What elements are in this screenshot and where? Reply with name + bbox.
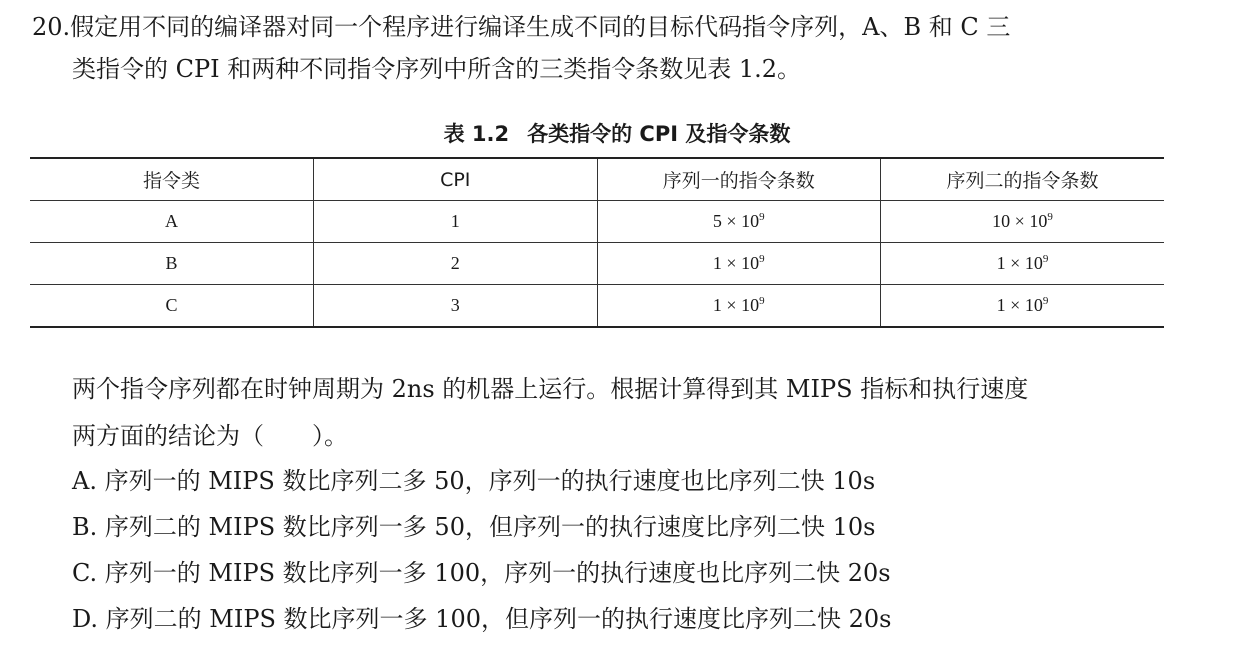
table-row xyxy=(30,285,1164,328)
option-b[interactable]: B. 序列二的 MIPS 数比序列一多 50，但序列一的执行速度比序列二快 10s xyxy=(72,513,876,541)
answer-options xyxy=(72,458,1172,642)
cell-seq2-mantissa: 1 × 10 xyxy=(996,253,1043,273)
stem-line-1: 两个指令序列都在时钟周期为 2ns 的机器上运行。根据计算得到其 MIPS 指标和执行速度 xyxy=(72,375,1029,403)
cell-cpi: 1 xyxy=(314,201,598,243)
cell-seq2-count xyxy=(881,285,1165,328)
question-text xyxy=(32,6,1182,90)
instruction-table xyxy=(30,157,1164,328)
question-line-1 xyxy=(32,6,1182,48)
option-c[interactable]: C. 序列一的 MIPS 数比序列一多 100，序列一的执行速度也比序列二快 20s xyxy=(72,559,891,587)
question-stem xyxy=(72,366,1172,460)
question-line-2: 类指令的 CPI 和两种不同指令序列中所含的三类指令条数见表 1.2。 xyxy=(72,55,802,83)
table-header-row xyxy=(30,158,1164,201)
cell-seq2-exponent: 9 xyxy=(1047,211,1053,223)
question-line-1-text: 假定用不同的编译器对同一个程序进行编译生成不同的目标代码指令序列，A、B 和 C 三 xyxy=(70,13,1011,41)
cell-class: C xyxy=(30,285,314,328)
header-instruction-class: 指令类 xyxy=(30,158,314,201)
cell-seq2-mantissa: 1 × 10 xyxy=(996,295,1043,315)
stem-line-2: 两方面的结论为（ ）。 xyxy=(72,422,348,450)
cell-seq1-count xyxy=(597,243,881,285)
option-d[interactable]: D. 序列二的 MIPS 数比序列一多 100，但序列一的执行速度比序列二快 20s xyxy=(72,605,892,633)
table-caption-number: 表 1.2 xyxy=(443,122,510,146)
cell-cpi: 2 xyxy=(314,243,598,285)
cell-seq2-count xyxy=(881,243,1165,285)
cell-seq2-exponent: 9 xyxy=(1042,253,1049,265)
cell-cpi: 3 xyxy=(314,285,598,328)
cell-seq2-exponent: 9 xyxy=(1042,295,1049,307)
table-row xyxy=(30,243,1164,285)
table-caption xyxy=(0,118,1234,150)
cell-seq1-exponent: 9 xyxy=(759,211,765,223)
table-caption-title: 各类指令的 CPI 及指令条数 xyxy=(527,122,791,146)
header-seq1-count: 序列一的指令条数 xyxy=(597,158,881,201)
header-seq2-count: 序列二的指令条数 xyxy=(881,158,1165,201)
table-row xyxy=(30,201,1164,243)
header-cpi: CPI xyxy=(314,158,598,201)
cell-seq1-exponent: 9 xyxy=(759,295,765,307)
cell-seq1-mantissa: 5 × 10 xyxy=(712,211,760,231)
question-number: 20. xyxy=(32,13,71,41)
cell-class: A xyxy=(30,201,314,243)
cell-seq1-count xyxy=(597,285,881,328)
cell-seq2-mantissa: 10 × 10 xyxy=(992,211,1048,231)
cell-seq1-exponent: 9 xyxy=(759,253,765,265)
cell-class: B xyxy=(30,243,314,285)
option-a[interactable]: A. 序列一的 MIPS 数比序列二多 50，序列一的执行速度也比序列二快 10s xyxy=(72,467,876,495)
cell-seq2-count xyxy=(881,201,1165,243)
cell-seq1-mantissa: 1 × 10 xyxy=(712,295,760,315)
cell-seq1-mantissa: 1 × 10 xyxy=(712,253,760,273)
cell-seq1-count xyxy=(597,201,881,243)
